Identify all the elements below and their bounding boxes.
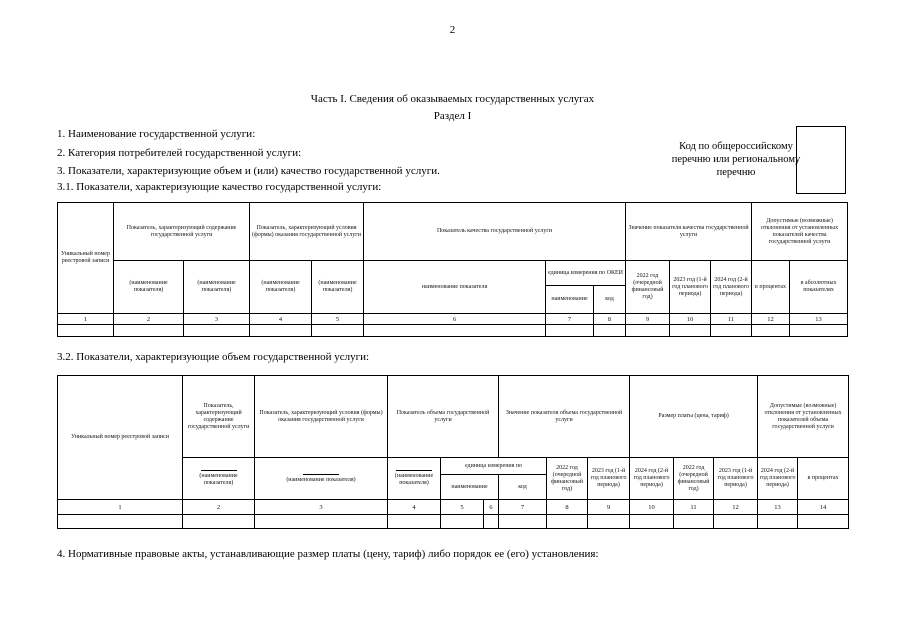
t2-col-num: 2 [183,500,255,515]
volume-table [57,375,849,529]
t2-col-num: 9 [588,500,630,515]
t2-h-unique: Уникальный номер реестровой записи [58,376,183,500]
t2-col-num: 1 [58,500,183,515]
part-title: Часть I. Сведения об оказываемых государственных услугах [310,93,595,105]
t1-col-num: 10 [670,314,711,325]
t1-col-num: 3 [184,314,250,325]
t2-h-conditions: Показатель, характеризующий условия (формы) оказания государственной услуги [255,376,388,458]
t2-h-value: Значение показателя объема государственной услуги [499,376,630,458]
t1-empty-cell[interactable] [711,325,752,337]
t1-empty-cell[interactable] [670,325,711,337]
t1-h-value: Значение показателя качества государственной услуги [626,203,752,261]
t1-col-num: 6 [364,314,546,325]
consumer-category-line: 2. Категория потребителей государственной услуги: [57,147,302,159]
t1-sub-name-3: (наименование показателя) [250,261,312,314]
t1-h-content: Показатель, характеризующий содержание государственной услуги [114,203,250,261]
t2-empty-cell[interactable] [255,515,388,529]
t2-empty-cell[interactable] [183,515,255,529]
t1-sub-unit-name: наименование [546,286,594,314]
service-name-line: 1. Наименование государственной услуги: [57,128,256,140]
normative-acts-line: 4. Нормативные правовые акты, устанавливающие размер платы (цену, тариф) либо порядок ее (его) установления: [57,548,599,560]
t1-sub-name-4: (наименование показателя) [312,261,364,314]
t2-empty-cell[interactable] [441,515,484,529]
t2-h-volume: Показатель объема государственной услуги [388,376,499,458]
t2-empty-cell[interactable] [58,515,183,529]
t1-h-unique: Уникальный номер реестровой записи [58,203,114,314]
t1-col-num: 1 [58,314,114,325]
t2-sub-unit-name: наименование [441,475,499,500]
t1-col-num: 5 [312,314,364,325]
t1-col-num: 7 [546,314,594,325]
t1-empty-cell[interactable] [364,325,546,337]
t2-sub-v2023: 2023 год (1-й год планового периода) [588,458,630,500]
t1-col-num: 11 [711,314,752,325]
t1-empty-cell[interactable] [114,325,184,337]
code-box[interactable] [796,126,846,194]
t2-col-num: 11 [674,500,714,515]
indicators-line: 3. Показатели, характеризующие объем и (или) качество государственной услуги. [57,165,440,177]
t2-col-num: 4 [388,500,441,515]
t2-col-num: 10 [630,500,674,515]
t2-sub-v2022: 2022 год (очередной финансовый год) [547,458,588,500]
t2-empty-cell[interactable] [798,515,849,529]
t2-empty-cell[interactable] [547,515,588,529]
quality-indicators-line: 3.1. Показатели, характеризующие качество государственной услуги: [57,181,382,193]
t1-empty-cell[interactable] [546,325,594,337]
t2-empty-cell[interactable] [674,515,714,529]
t2-h-content: Показатель, характеризующий содержание государственной услуги [183,376,255,458]
t2-col-num: 7 [499,500,547,515]
t2-sub-f2023: 2023 год (1-й год планового периода) [714,458,758,500]
t1-sub-name-2: (наименование показателя) [184,261,250,314]
t1-empty-cell[interactable] [58,325,114,337]
t1-sub-y2022: 2022 год (очередной финансовый год) [626,261,670,314]
t2-empty-cell[interactable] [630,515,674,529]
t1-empty-cell[interactable] [184,325,250,337]
t1-empty-cell[interactable] [594,325,626,337]
t2-sub-unit-code: код [499,475,547,500]
t2-col-num: 14 [798,500,849,515]
t1-col-num: 8 [594,314,626,325]
t1-sub-absolute: в абсолютных показателях [790,261,848,314]
t1-sub-percent: в процентах [752,261,790,314]
t1-empty-cell[interactable] [250,325,312,337]
t1-col-num: 12 [752,314,790,325]
t2-sub-percent: в процентах [798,458,849,500]
t1-empty-cell[interactable] [790,325,848,337]
t2-empty-cell[interactable] [388,515,441,529]
t2-col-num: 12 [714,500,758,515]
section-title: Раздел I [433,110,472,122]
t1-empty-cell[interactable] [312,325,364,337]
t2-sub-name-3: (наименование показателя) [388,458,441,500]
t1-sub-unit: единица измерения по ОКЕИ [546,261,626,286]
t2-col-num: 8 [547,500,588,515]
quality-table [57,202,848,337]
t2-col-num: 6 [484,500,499,515]
t1-sub-unit-code: код [594,286,626,314]
page-number: 2 [449,24,456,36]
t1-sub-indicator-name: наименование показателя [364,261,546,314]
t2-empty-cell[interactable] [499,515,547,529]
t2-empty-cell[interactable] [484,515,499,529]
t2-col-num: 5 [441,500,484,515]
t2-h-fee: Размер платы (цена, тариф) [630,376,758,458]
t2-sub-v2024: 2024 год (2-й год планового периода) [630,458,674,500]
t1-sub-y2024: 2024 год (2-й год планового периода) [711,261,752,314]
t2-empty-cell[interactable] [588,515,630,529]
t1-empty-cell[interactable] [626,325,670,337]
t2-empty-cell[interactable] [758,515,798,529]
t1-empty-cell[interactable] [752,325,790,337]
t2-sub-f2022: 2022 год (очередной финансовый год) [674,458,714,500]
t2-h-deviation: Допустимые (возможные) отклонения от установленных показателей объема государственной услуги [758,376,849,458]
t2-col-num: 3 [255,500,388,515]
t1-h-quality: Показатель качества государственной услуги [364,203,626,261]
t1-h-deviation: Допустимые (возможные) отклонения от установленных показателей качества государственной услуги [752,203,848,261]
t2-sub-f2024: 2024 год (2-й год планового периода) [758,458,798,500]
t1-col-num: 9 [626,314,670,325]
t2-sub-name-1: (наименование показателя) [183,458,255,500]
t1-col-num: 4 [250,314,312,325]
t2-col-num: 13 [758,500,798,515]
t1-sub-name-1: (наименование показателя) [114,261,184,314]
volume-indicators-line: 3.2. Показатели, характеризующие объем государственной услуги: [57,351,370,363]
t1-col-num: 2 [114,314,184,325]
t1-h-conditions: Показатель, характеризующий условия (формы) оказания государственной услуги [250,203,364,261]
t1-sub-y2023: 2023 год (1-й год планового периода) [670,261,711,314]
t2-sub-name-2: (наименование показателя) [255,458,388,500]
code-label: Код по общероссийскому перечню или региональному перечню [671,141,801,178]
t1-col-num: 13 [790,314,848,325]
t2-sub-unit: единица измерения по [441,458,547,475]
t2-empty-cell[interactable] [714,515,758,529]
